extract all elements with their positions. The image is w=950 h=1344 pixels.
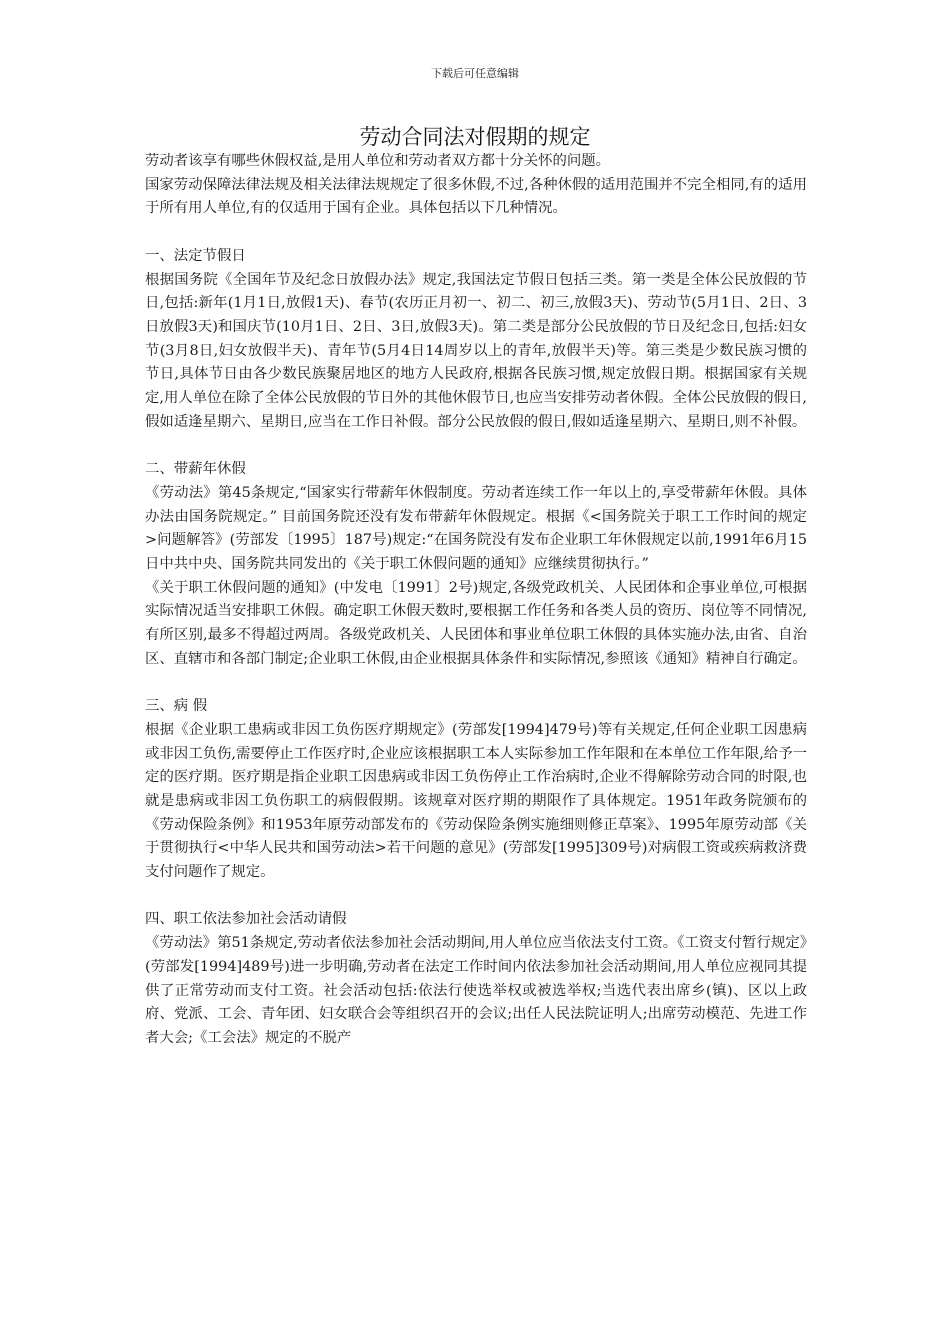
paragraph-spacer: [145, 885, 807, 909]
section-heading-holidays: 一、法定节假日: [145, 247, 246, 264]
section-paragraph: 《劳动法》第51条规定,劳动者依法参加社会活动期间,用人单位应当依法支付工资。《工资支付暂行规定》(劳部发[1994]489号)进一步明确,劳动者在法定工作时间内依法参加社会活动期间,用人单位应视同其提供了正常劳动而支付工资。社会活动包括:依法行使选举权或被选举权;当选代表出席乡(镇)、区以上政府、党派、工会、青年团、妇女联合会等组织召开的会议;出任人民法院证明人;出席劳动模范、先进工作者大会;《工会法》规定的不脱产: [145, 935, 807, 1046]
download-note: 下载后可任意编辑: [431, 67, 519, 80]
section-paragraph: 《关于职工休假问题的通知》(中发电〔1991〕2号)规定,各级党政机关、人民团体和企事业单位,可根据实际情况适当安排职工休假。确定职工休假天数时,要根据工作任务和各类人员的资历、岗位等不同情况,有所区别,最多不得超过两周。各级党政机关、人民团体和事业单位职工休假的具体实施办法,由省、自治区、直辖市和各部门制定;企业职工休假,由企业根据具体条件和实际情况,参照该《通知》精神自行确定。: [145, 579, 807, 667]
section-paragraph: 《劳动法》第45条规定,“国家实行带薪年休假制度。劳动者连续工作一年以上的,享受带薪年休假。具体办法由国务院规定。” 目前国务院还没有发布带薪年休假规定。根据《<国务院关于职工工作时间的规定>问题解答》(劳部发〔1995〕187号)规定:“在国务院没有发布企业职工年休假规定以前,1991年6月15日中共中央、国务院共同发出的《关于职工休假问题的通知》应继续贯彻执行。”: [145, 484, 807, 572]
section-paragraph: 根据《企业职工患病或非因工负伤医疗期规定》(劳部发[1994]479号)等有关规定,任何企业职工因患病或非因工负伤,需要停止工作医疗时,企业应该根据职工本人实际参加工作年限和在本单位工作年限,给予一定的医疗期。医疗期是指企业职工因患病或非因工负伤停止工作治病时,企业不得解除劳动合同的时限,也就是患病或非因工负伤职工的病假假期。该规章对医疗期的期限作了具体规定。1951年政务院颁布的《劳动保险条例》和1953年原劳动部发布的《劳动保险条例实施细则修正草案》、1995年原劳动部《关于贯彻执行<中华人民共和国劳动法>若干问题的意见》(劳部发[1995]309号)对病假工资或疾病救济费支付问题作了规定。: [145, 721, 807, 881]
document-title: 劳动合同法对假期的规定: [359, 125, 591, 149]
section-heading-annual-leave: 二、带薪年休假: [145, 461, 246, 478]
section-heading-sick-leave: 三、病 假: [145, 698, 208, 715]
intro-paragraph-1: 劳动者该享有哪些休假权益,是用人单位和劳动者双方都十分关怀的问题。: [145, 153, 611, 169]
section-heading-social-activity: 四、职工依法参加社会活动请假: [145, 911, 347, 928]
section-paragraph: 根据国务院《全国年节及纪念日放假办法》规定,我国法定节假日包括三类。第一类是全体公民放假的节日,包括:新年(1月1日,放假1天)、春节(农历正月初一、初二、初三,放假3天)、劳动节(5月1日、2日、3日放假3天)和国庆节(10月1日、2日、3日,放假3天)。第二类是部分公民放假的节日及纪念日,包括:妇女节(3月8日,妇女放假半天)、青年节(5月4日14周岁以上的青年,放假半天)等。第三类是少数民族习惯的节日,具体节日由各少数民族聚居地区的地方人民政府,根据各民族习惯,规定放假日期。根据国家有关规定,用人单位在除了全体公民放假的节日外的其他休假节日,也应当安排劳动者休假。全体公民放假的假日,假如适逢星期六、星期日,应当在工作日补假。部分公民放假的假日,假如适逢星期六、星期日,则不补假。: [145, 271, 807, 430]
paragraph-spacer: [145, 434, 807, 458]
intro-paragraph-2: 国家劳动保障法律法规及相关法律法规规定了很多休假,不过,各种休假的适用范围并不完全相同,有的适用于所有用人单位,有的仅适用于国有企业。具体包括以下几种情况。: [145, 176, 807, 217]
paragraph-spacer: [145, 671, 807, 695]
document-body: [145, 150, 807, 1051]
paragraph-spacer: [145, 221, 807, 245]
